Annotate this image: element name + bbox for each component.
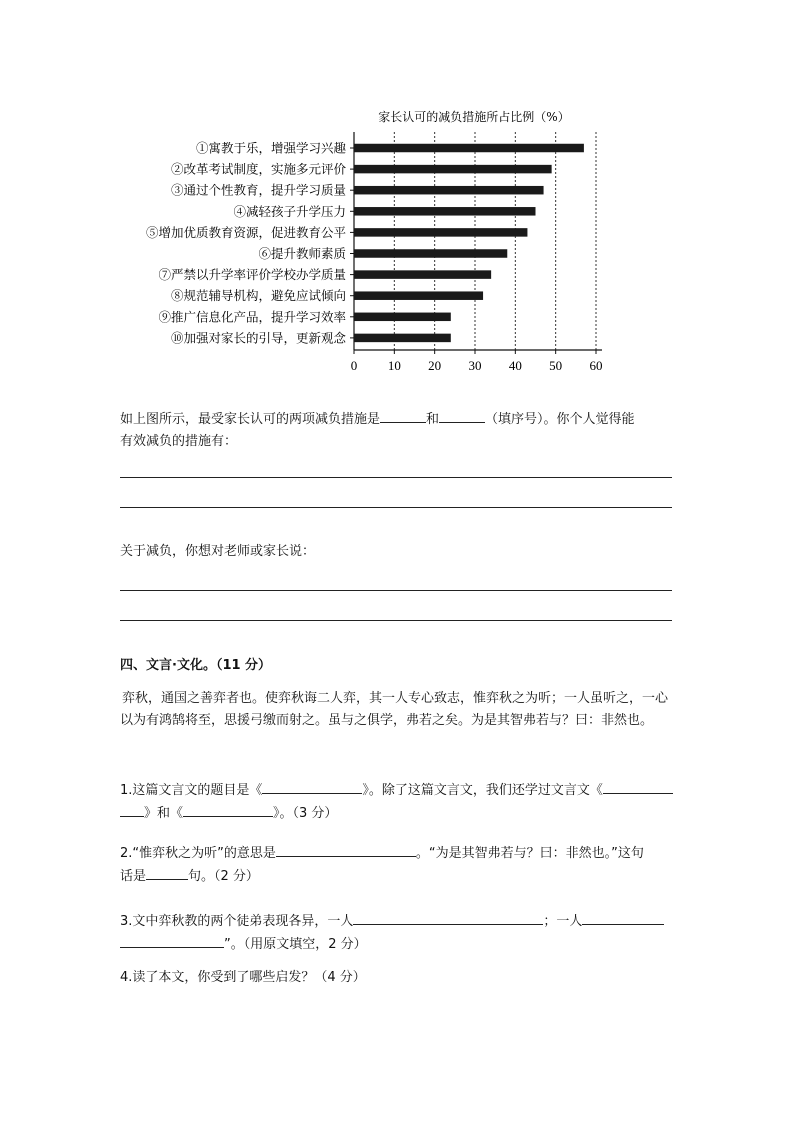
bar [354,186,544,195]
classical-passage: 弈秋，通国之善弈者也。使弈秋诲二人弈，其一人专心致志，惟弈秋之为听；一人虽听之，一心以为有鸿鹄将至，思援弓缴而射之。虽与之俱学，弗若之矣。为是其智弗若与？曰：非然也。 [120,691,669,728]
chart-question-line2: 有效减负的措施有： [120,434,238,449]
answer-line[interactable] [120,620,672,621]
answer-blank-1[interactable] [380,408,426,423]
bar [354,334,451,343]
category-label: ③通过个性教育，提升学习质量 [170,182,346,198]
chart-canvas [0,0,794,390]
category-label: ⑨推广信息化产品，提升学习效率 [158,309,346,325]
question-2 [120,842,680,888]
category-label: ⑤增加优质教育资源，促进教育公平 [145,224,346,240]
chart-title: 家长认可的减负措施所占比例（%） [378,110,570,124]
bar [354,207,536,216]
bar [354,270,491,279]
bar [354,144,584,153]
x-tick-label: 0 [350,358,358,373]
q3-text-a: 3.文中弈秋教的两个徒弟表现各异，一人 [120,914,354,929]
q3-blank-2-cont[interactable] [120,933,224,948]
category-label: ②改革考试制度，实施多元评价 [170,161,346,177]
category-label: ⑩加强对家长的引导，更新观念 [170,330,346,346]
q3-blank-1[interactable] [353,910,543,925]
q2-text-a: 2.“惟弈秋之为听”的意思是 [120,846,276,861]
bar-chart [0,0,794,390]
bar [354,291,483,300]
category-label: ④减轻孩子升学压力 [233,203,346,219]
question-4: 4.读了本文，你受到了哪些启发？（4 分） [120,970,366,985]
x-tick-label: 20 [428,358,442,373]
q2-blank-type[interactable] [146,865,188,880]
category-label: ①寓教于乐，增强学习兴趣 [195,140,346,156]
answer-line[interactable] [120,477,672,478]
section-heading: 四、文言·文化。（11 分） [120,658,272,673]
x-tick-label: 50 [549,358,563,373]
q1-blank-title[interactable] [262,779,362,794]
q3-blank-2[interactable] [582,910,664,925]
q2-blank-meaning[interactable] [276,842,416,857]
q1-text-a: 1.这篇文言文的题目是《 [120,783,263,798]
q3-text-c: ”。（用原文填空，2 分） [224,937,367,952]
q1-blank-text1[interactable] [603,779,673,794]
answer-line[interactable] [120,507,672,508]
chart-question [120,408,680,453]
say-question: 关于减负，你想对老师或家长说： [120,544,316,559]
q3-text-b: ；一人 [543,914,583,929]
q2-text-b: 。“为是其智弗若与？曰：非然也。”这句 [415,846,644,861]
q1-text-c: 》和《 [144,806,184,821]
question-1 [120,779,680,825]
chart-question-text: 如上图所示，最受家长认可的两项减负措施是 [120,412,381,427]
bar [354,165,552,174]
x-tick-label: 60 [589,358,603,373]
answer-blank-2[interactable] [439,408,485,423]
x-tick-label: 30 [468,358,482,373]
q1-text-d: 》。（3 分） [273,806,338,821]
q1-blank-text2[interactable] [183,802,273,817]
answer-line[interactable] [120,590,672,591]
category-label: ⑧规范辅导机构，避免应试倾向 [170,288,346,304]
x-tick-label: 40 [508,358,522,373]
q1-text-b: 》。除了这篇文言文，我们还学过文言文《 [362,783,603,798]
q2-text-d: 句。（2 分） [188,869,259,884]
x-tick-label: 10 [387,358,401,373]
bar [354,249,507,258]
and-text: 和 [426,412,440,427]
category-label: ⑥提升教师素质 [258,246,346,261]
q1-blank-text1-cont[interactable] [120,802,144,817]
chart-question-end: （填序号）。你个人觉得能 [485,412,635,427]
q2-text-c: 话是 [120,869,147,884]
category-label: ⑦严禁以升学率评价学校办学质量 [158,267,346,283]
bar [354,313,451,322]
bar [354,228,527,237]
question-3 [120,910,680,956]
